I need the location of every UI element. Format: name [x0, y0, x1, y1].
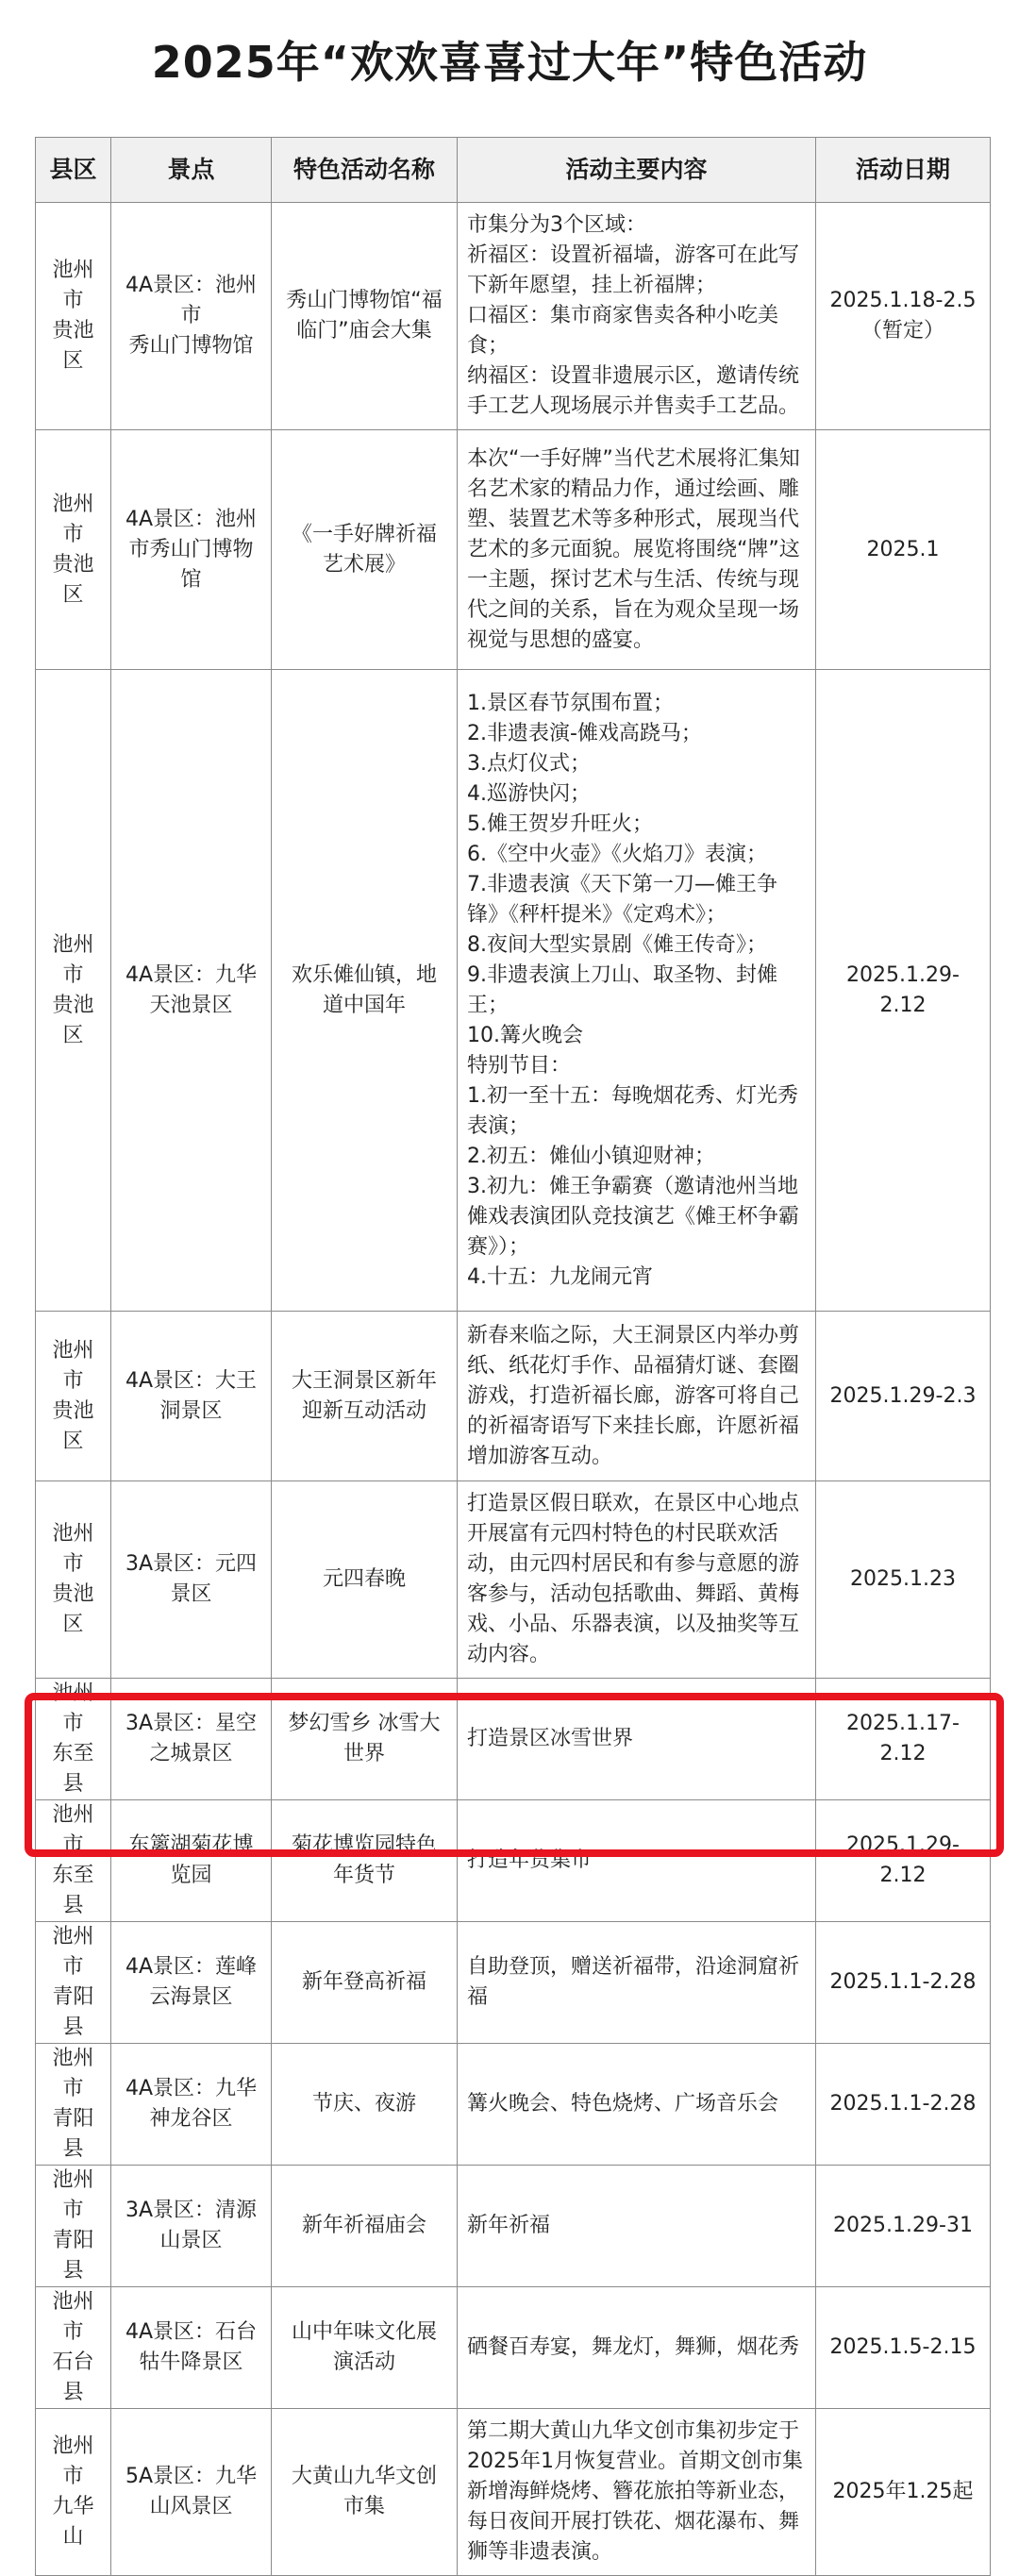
cell-activity-name	[272, 1800, 458, 1922]
cell-date	[816, 2166, 991, 2287]
cell-content-text: 打造景区假日联欢，在景区中心地点开展富有元四村特色的村民联欢活动，由元四村居民和有参与意愿的游客参与，活动包括歌曲、舞蹈、黄梅戏、小品、乐器表演，以及抽奖等互动内容。	[467, 1492, 800, 1666]
cell-spot-text: 4A景区：池州 市秀山门博物 馆	[125, 507, 258, 592]
cell-county-text: 池州市 东至县	[52, 1681, 94, 1796]
cell-date	[816, 670, 991, 1312]
cell-content	[458, 1800, 816, 1922]
cell-activity-name-text: 元四春晚	[322, 1567, 406, 1591]
cell-content	[458, 1679, 816, 1800]
cell-activity-name	[272, 1679, 458, 1800]
cell-activity-name	[272, 203, 458, 430]
cell-county	[36, 1800, 111, 1922]
cell-activity-name	[272, 670, 458, 1312]
cell-activity-name-text: 欢乐傩仙镇，地 道中国年	[291, 962, 437, 1017]
cell-activity-name	[272, 2287, 458, 2409]
cell-content	[458, 1312, 816, 1481]
cell-activity-name-text: 菊花博览园特色 年货节	[291, 1833, 437, 1887]
cell-county	[36, 1922, 111, 2044]
cell-date-text: 2025.1.29-31	[833, 2214, 973, 2237]
cell-county-text: 池州市 青阳县	[52, 2047, 94, 2161]
cell-date-text: 2025.1.29-2.12	[846, 1833, 960, 1887]
header-date: 活动日期	[816, 138, 991, 203]
table-row	[36, 2166, 991, 2287]
cell-spot	[111, 1922, 272, 2044]
table-header-row	[36, 138, 991, 203]
table-row	[36, 2287, 991, 2409]
cell-activity-name-text: 梦幻雪乡 冰雪大 世界	[288, 1712, 441, 1765]
cell-date	[816, 1800, 991, 1922]
cell-content	[458, 2044, 816, 2166]
cell-activity-name	[272, 2409, 458, 2576]
cell-activity-name-text: 新年祈福庙会	[301, 2214, 426, 2237]
page-title: 2025年“欢欢喜喜过大年”特色活动	[151, 37, 868, 88]
cell-date-text: 2025.1.29-2.12	[846, 962, 960, 1017]
cell-date-text: 2025.1.29-2.3	[829, 1383, 977, 1408]
cell-content-text: 1.景区春节氛围布置； 2.非遗表演-傩戏高跷马； 3.点灯仪式； 4.巡游快闪； 5.傩王贺岁升旺火； 6.《空中火壶》《火焰刀》表演； 7.非遗表演《天下第一刀—傩王争锋》《秤杆提米》《定鸡术》； 8.夜间大型实景剧《傩王传奇》； 9.非遗表演上刀山、取圣物、封傩王； 10.篝火晚会 特别节目： 1.初一至十五：每晚烟花秀、灯光秀表演； 2.初五：傩仙小镇迎财神； 3.初九：傩王争霸赛（邀请池州当地傩戏表演团队竞技演艺《傩王杯争霸赛》）； 4.十五：九龙闹元宵	[467, 691, 800, 1289]
table-row	[36, 1922, 991, 2044]
table-row	[36, 2409, 991, 2576]
cell-county-text: 池州市 青阳县	[52, 2168, 94, 2283]
header-county: 县区	[36, 138, 111, 203]
cell-county-text: 池州市 贵池区	[52, 1338, 94, 1453]
cell-spot-text: 4A景区：九华 天池景区	[125, 962, 258, 1017]
cell-activity-name	[272, 1312, 458, 1481]
header-content: 活动主要内容	[458, 138, 816, 203]
cell-date	[816, 1312, 991, 1481]
cell-spot-text: 3A景区：清源 山景区	[125, 2199, 258, 2252]
table-row	[36, 1800, 991, 1922]
cell-content	[458, 1922, 816, 2044]
cell-content	[458, 430, 816, 670]
cell-county-text: 池州市 九华山	[52, 2434, 94, 2549]
cell-date-text: 2025.1.1-2.28	[829, 1970, 977, 1994]
cell-county	[36, 2287, 111, 2409]
cell-content-text: 打造年货集市	[467, 1848, 593, 1872]
cell-county-text: 池州市 石台县	[52, 2290, 94, 2404]
cell-content-text: 新春来临之际，大王洞景区内举办剪纸、纸花灯手作、品福猜灯谜、套圈游戏，打造祈福长廊，游客可将自己的祈福寄语写下来挂长廊，许愿祈福增加游客互动。	[467, 1323, 800, 1468]
cell-content	[458, 670, 816, 1312]
cell-spot-text: 5A景区：九华 山风景区	[125, 2465, 258, 2518]
cell-spot-text: 4A景区：大王 洞景区	[125, 1368, 258, 1423]
cell-date	[816, 1679, 991, 1800]
cell-spot	[111, 430, 272, 670]
cell-content-text: 本次“一手好牌”当代艺术展将汇集知名艺术家的精品力作，通过绘画、雕塑、装置艺术等多种形式，展现当代艺术的多元面貌。展览将围绕“牌”这一主题，探讨艺术与生活、传统与现代之间的关系，旨在为观众呈现一场视觉与思想的盛宴。	[467, 446, 800, 652]
cell-date	[816, 2287, 991, 2409]
cell-spot-text: 4A景区：池州市 秀山门博物馆	[125, 274, 258, 358]
cell-spot	[111, 1481, 272, 1679]
cell-spot	[111, 2044, 272, 2166]
cell-content-text: 第二期大黄山九华文创市集初步定于2025年1月恢复营业。首期文创市集新增海鲜烧烤、簪花旅拍等新业态，每日夜间开展打铁花、烟花瀑布、舞狮等非遗表演。	[467, 2419, 803, 2564]
cell-date-text: 2025.1.5-2.15	[829, 2335, 977, 2359]
cell-content	[458, 2409, 816, 2576]
cell-date-text: 2025.1.18-2.5 （暂定）	[829, 289, 977, 343]
cell-activity-name-text: 大黄山九华文创 市集	[291, 2465, 437, 2518]
cell-content-text: 自助登顶，赠送祈福带，沿途洞窟祈福	[467, 1955, 800, 2009]
cell-date	[816, 1922, 991, 2044]
cell-spot-text: 4A景区：莲峰 云海景区	[125, 1955, 258, 2009]
cell-activity-name	[272, 2044, 458, 2166]
cell-activity-name	[272, 1922, 458, 2044]
cell-spot	[111, 670, 272, 1312]
cell-spot	[111, 1312, 272, 1481]
cell-activity-name-text: 秀山门博物馆“福 临门”庙会大集	[286, 289, 443, 343]
header-spot: 景点	[111, 138, 272, 203]
cell-county-text: 池州市 贵池区	[52, 492, 94, 607]
cell-county-text: 池州市 贵池区	[52, 932, 94, 1047]
cell-activity-name	[272, 430, 458, 670]
cell-content-text: 市集分为3个区域： 祈福区：设置祈福墙，游客可在此写下新年愿望，挂上祈福牌； 口福区：集市商家售卖各种小吃美食； 纳福区：设置非遗展示区，邀请传统手工艺人现场展示并售卖手工艺品。	[467, 213, 800, 418]
cell-county	[36, 2409, 111, 2576]
cell-date-text: 2025.1.1-2.28	[829, 2092, 977, 2116]
cell-date-text: 2025.1.17-2.12	[846, 1712, 960, 1765]
cell-county-text: 池州市 青阳县	[52, 1925, 94, 2039]
cell-activity-name-text: 节庆、夜游	[311, 2092, 416, 2116]
header-activity-name: 特色活动名称	[272, 138, 458, 203]
cell-county	[36, 670, 111, 1312]
cell-spot	[111, 1679, 272, 1800]
cell-spot	[111, 2166, 272, 2287]
cell-county	[36, 1481, 111, 1679]
cell-content-text: 打造景区冰雪世界	[467, 1727, 634, 1750]
table-row	[36, 203, 991, 430]
cell-county	[36, 2044, 111, 2166]
cell-county	[36, 2166, 111, 2287]
cell-date	[816, 2044, 991, 2166]
cell-content	[458, 203, 816, 430]
cell-activity-name	[272, 1481, 458, 1679]
cell-content-text: 硒餐百寿宴，舞龙灯，舞狮，烟花秀	[467, 2335, 800, 2359]
cell-date	[816, 1481, 991, 1679]
table-row	[36, 1481, 991, 1679]
cell-spot	[111, 2409, 272, 2576]
table-row	[36, 1679, 991, 1800]
cell-activity-name	[272, 2166, 458, 2287]
cell-spot-text: 3A景区：元四 景区	[125, 1552, 258, 1606]
cell-date	[816, 430, 991, 670]
cell-content-text: 篝火晚会、特色烧烤、广场音乐会	[467, 2092, 779, 2116]
table-row	[36, 670, 991, 1312]
activity-table	[35, 137, 991, 2576]
cell-activity-name-text: 《一手好牌祈福 艺术展》	[291, 522, 437, 577]
cell-county-text: 池州市 贵池区	[52, 259, 94, 373]
cell-activity-name-text: 大王洞景区新年 迎新互动活动	[291, 1368, 437, 1423]
table-row	[36, 1312, 991, 1481]
cell-content	[458, 2166, 816, 2287]
cell-spot	[111, 2287, 272, 2409]
cell-date	[816, 203, 991, 430]
cell-spot	[111, 1800, 272, 1922]
cell-activity-name-text: 山中年味文化展 演活动	[291, 2320, 437, 2374]
cell-county	[36, 1312, 111, 1481]
cell-county	[36, 430, 111, 670]
cell-content-text: 新年祈福	[467, 2214, 551, 2237]
cell-county-text: 池州市 东至县	[52, 1803, 94, 1917]
cell-county	[36, 1679, 111, 1800]
cell-content	[458, 2287, 816, 2409]
cell-county-text: 池州市 贵池区	[52, 1522, 94, 1636]
cell-county	[36, 203, 111, 430]
cell-spot	[111, 203, 272, 430]
cell-date	[816, 2409, 991, 2576]
table-row	[36, 430, 991, 670]
cell-spot-text: 东篱湖菊花博 览园	[128, 1833, 254, 1887]
table-row	[36, 2044, 991, 2166]
cell-spot-text: 4A景区：石台 牯牛降景区	[125, 2320, 258, 2374]
cell-spot-text: 3A景区：星空 之城景区	[125, 1712, 258, 1765]
cell-date-text: 2025.1	[866, 537, 940, 561]
cell-activity-name-text: 新年登高祈福	[301, 1970, 426, 1994]
cell-date-text: 2025.1.23	[850, 1567, 956, 1591]
cell-date-text: 2025年1.25起	[832, 2480, 974, 2503]
cell-spot-text: 4A景区：九华 神龙谷区	[125, 2077, 258, 2131]
cell-content	[458, 1481, 816, 1679]
